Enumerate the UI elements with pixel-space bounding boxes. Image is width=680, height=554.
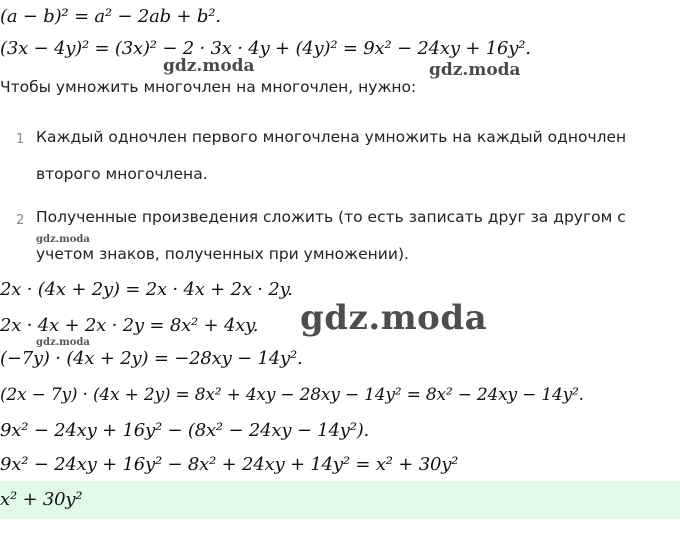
formula-square-identity: (a − b)² = a² − 2ab + b².: [0, 6, 221, 27]
formula-full-product: (2x − 7y) · (4x + 2y) = 8x² + 4xy − 28xy − 14y² = 8x² − 24xy − 14y².: [0, 385, 584, 405]
step-text-line: второго многочлена.: [36, 165, 208, 183]
formula-first-product: 2x · (4x + 2y) = 2x · 4x + 2x · 2y.: [0, 279, 293, 300]
step-text-line: Каждый одночлен первого многочлена умножить на каждый одночлен: [36, 128, 627, 146]
formula-simplification: 9x² − 24xy + 16y² − 8x² + 24xy + 14y² = x² + 30y²: [0, 454, 459, 475]
step-number: 2: [16, 213, 25, 228]
step-text-line: учетом знаков, полученных при умножении).: [36, 245, 409, 263]
formula-square-expansion: (3x − 4y)² = (3x)² − 2 · 3x · 4y + (4y)² = 9x² − 24xy + 16y².: [0, 38, 531, 59]
watermark: gdz.moda: [163, 56, 255, 76]
formula-first-product-result: 2x · 4x + 2x · 2y = 8x² + 4xy.: [0, 315, 259, 336]
rule-intro: Чтобы умножить многочлен на многочлен, нужно:: [0, 78, 417, 96]
step-text-line: Полученные произведения сложить (то есть записать друг за другом с: [36, 208, 626, 226]
formula-difference: 9x² − 24xy + 16y² − (8x² − 24xy − 14y²).: [0, 420, 370, 441]
watermark: gdz.moda: [429, 60, 521, 80]
watermark: gdz.moda: [36, 337, 90, 348]
step-number: 1: [16, 132, 25, 147]
watermark: gdz.moda: [300, 298, 488, 338]
formula-second-product: (−7y) · (4x + 2y) = −28xy − 14y².: [0, 348, 303, 369]
answer-value: x² + 30y²: [0, 489, 83, 510]
answer-box: [0, 481, 680, 519]
watermark: gdz.moda: [36, 234, 90, 245]
